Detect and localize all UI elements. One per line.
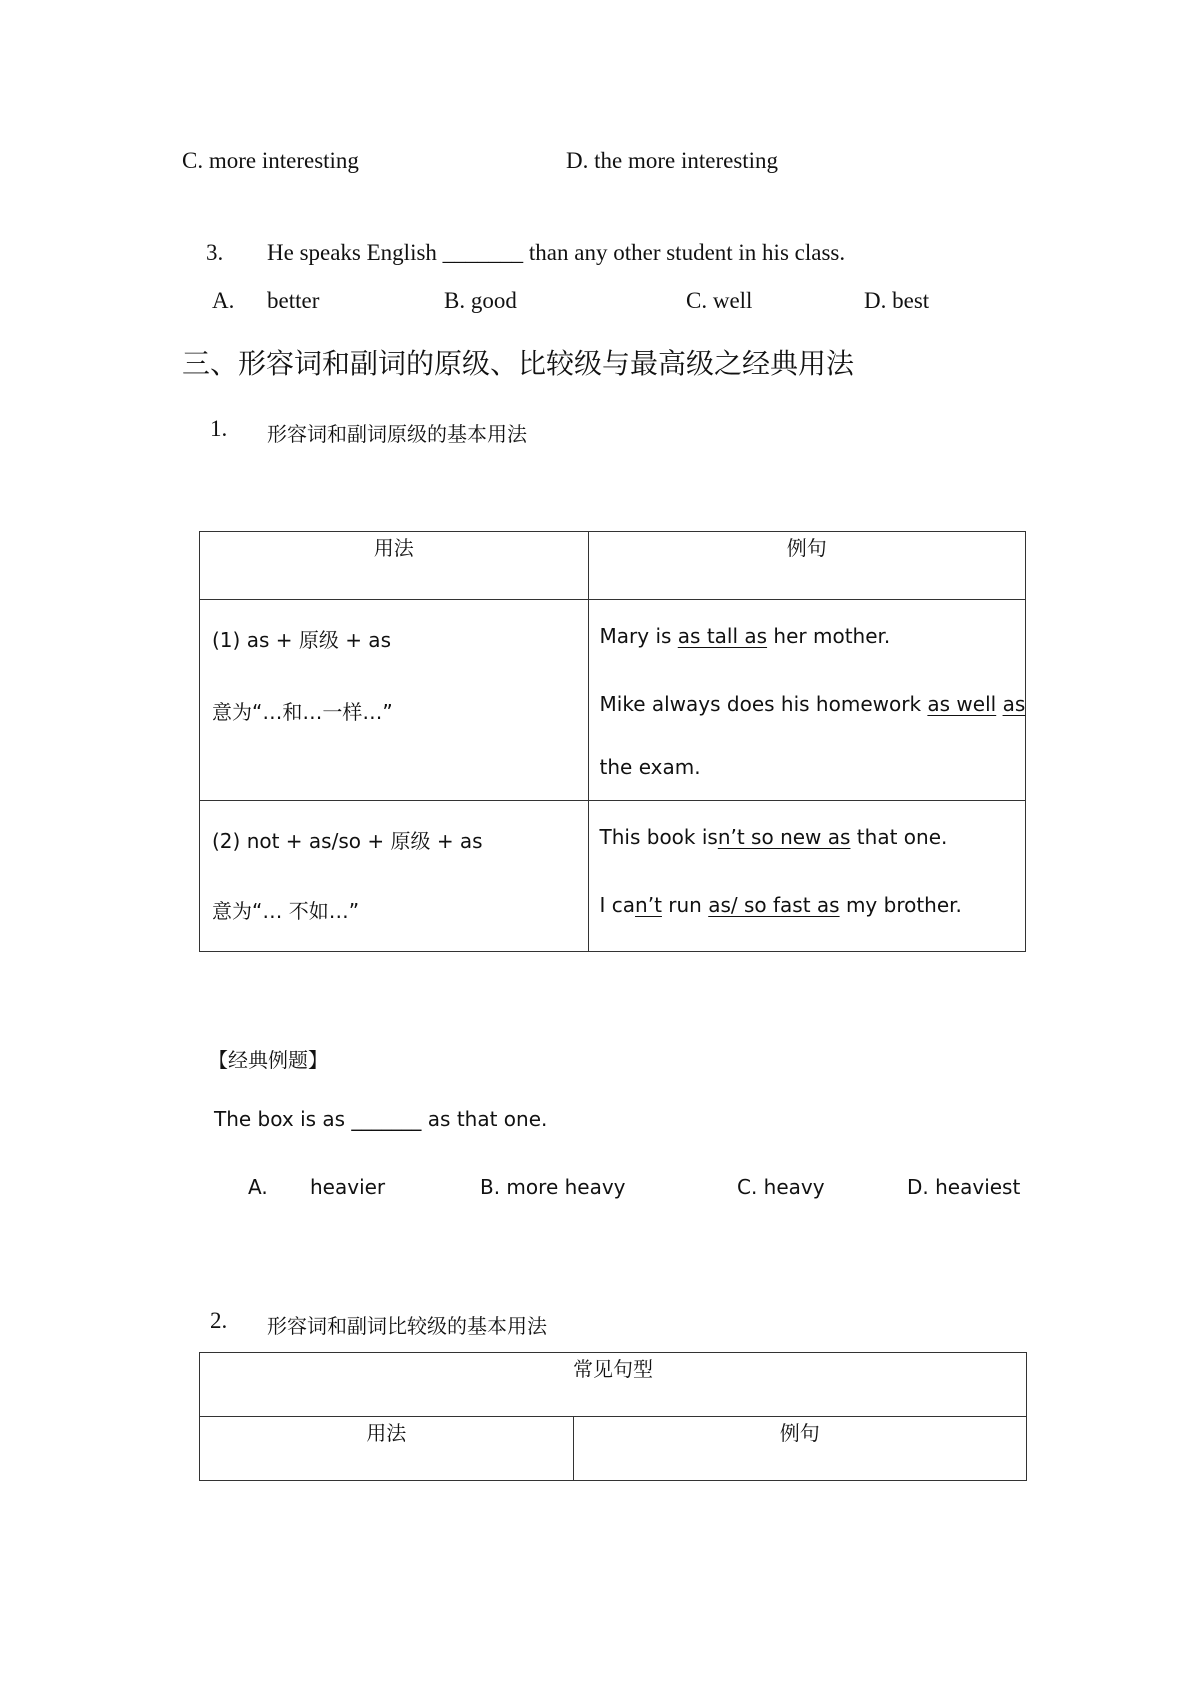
table1-row2-example1 — [600, 825, 948, 849]
table1-row1-example2 — [600, 692, 1026, 716]
example-option-d: D. heaviest — [907, 1175, 1021, 1199]
sub2-number: 2. — [210, 1308, 228, 1333]
table1-row1-usage-line1: (1) as + 原级 + as — [212, 628, 391, 652]
q2-option-d: D. the more interesting — [566, 148, 779, 173]
underlined-phrase: as/ so fast as — [708, 893, 840, 917]
text-run: This book is — [599, 825, 718, 849]
text-run: that one. — [850, 825, 948, 849]
sub2-title: 形容词和副词比较级的基本用法 — [267, 1314, 547, 1338]
underlined-phrase: n’t — [635, 893, 662, 917]
table1-row1-example1 — [600, 624, 891, 648]
sub1-number: 1. — [210, 416, 228, 441]
table1-row2-usage-line2: 意为“… 不如…” — [212, 899, 360, 923]
table1-row1-usage-cell — [200, 600, 589, 801]
table2-header-usage: 用法 — [366, 1421, 407, 1445]
example-option-a-text: heavier — [310, 1175, 386, 1199]
text-run: run — [661, 893, 709, 917]
q3-stem: He speaks English _______ than any other student in his class. — [267, 240, 846, 265]
example-stem: The box is as _______ as that one. — [214, 1107, 548, 1131]
table1-header-example-cell — [588, 532, 1025, 600]
table1-row1-example-cell — [588, 600, 1025, 801]
q3-option-a-text: better — [267, 288, 320, 313]
q3-number: 3. — [206, 240, 224, 265]
text-run: Mary is — [599, 624, 678, 648]
text-run: I ca — [599, 893, 636, 917]
table1-header-example: 例句 — [786, 536, 827, 560]
q2-option-c: C. more interesting — [182, 148, 359, 173]
usage-table-original — [199, 531, 1026, 952]
table1-row1-usage-line2: 意为“…和…一样…” — [212, 700, 393, 724]
table1-row2-usage-cell — [200, 801, 589, 952]
text-run: Mike always does his homework — [599, 692, 928, 716]
q3-option-b: B. good — [444, 288, 517, 313]
table1-row2-example-cell — [588, 801, 1025, 952]
table1-header-usage-cell — [200, 532, 589, 600]
example-title: 【经典例题】 — [208, 1048, 328, 1072]
underlined-phrase: n’t so new as — [717, 825, 851, 849]
underlined-phrase: as — [1002, 692, 1026, 716]
section-heading: 三、形容词和副词的原级、比较级与最高级之经典用法 — [182, 347, 855, 380]
underlined-phrase: as well — [927, 692, 997, 716]
example-option-c: C. heavy — [737, 1175, 825, 1199]
text-run: my brother. — [839, 893, 962, 917]
sub1-title: 形容词和副词原级的基本用法 — [267, 422, 527, 446]
underlined-phrase: as tall as — [677, 624, 768, 648]
table1-row1-example2-cont: the exam. — [599, 755, 701, 779]
q3-option-a-letter: A. — [212, 288, 235, 313]
table2-caption-cell — [200, 1353, 1027, 1417]
table2-header-usage-cell — [200, 1417, 574, 1481]
table2-header-example-cell — [573, 1417, 1026, 1481]
q3-option-d: D. best — [864, 288, 930, 313]
example-option-a-letter: A. — [248, 1175, 268, 1199]
text-run: her mother. — [767, 624, 891, 648]
q3-option-c: C. well — [686, 288, 753, 313]
table2-caption: 常见句型 — [573, 1357, 653, 1381]
table1-header-usage: 用法 — [373, 536, 414, 560]
table1-row2-usage-line1: (2) not + as/so + 原级 + as — [212, 829, 483, 853]
table1-row2-example2 — [600, 893, 962, 917]
table2-header-example: 例句 — [779, 1421, 820, 1445]
example-option-b: B. more heavy — [480, 1175, 626, 1199]
usage-table-comparative — [199, 1352, 1027, 1481]
